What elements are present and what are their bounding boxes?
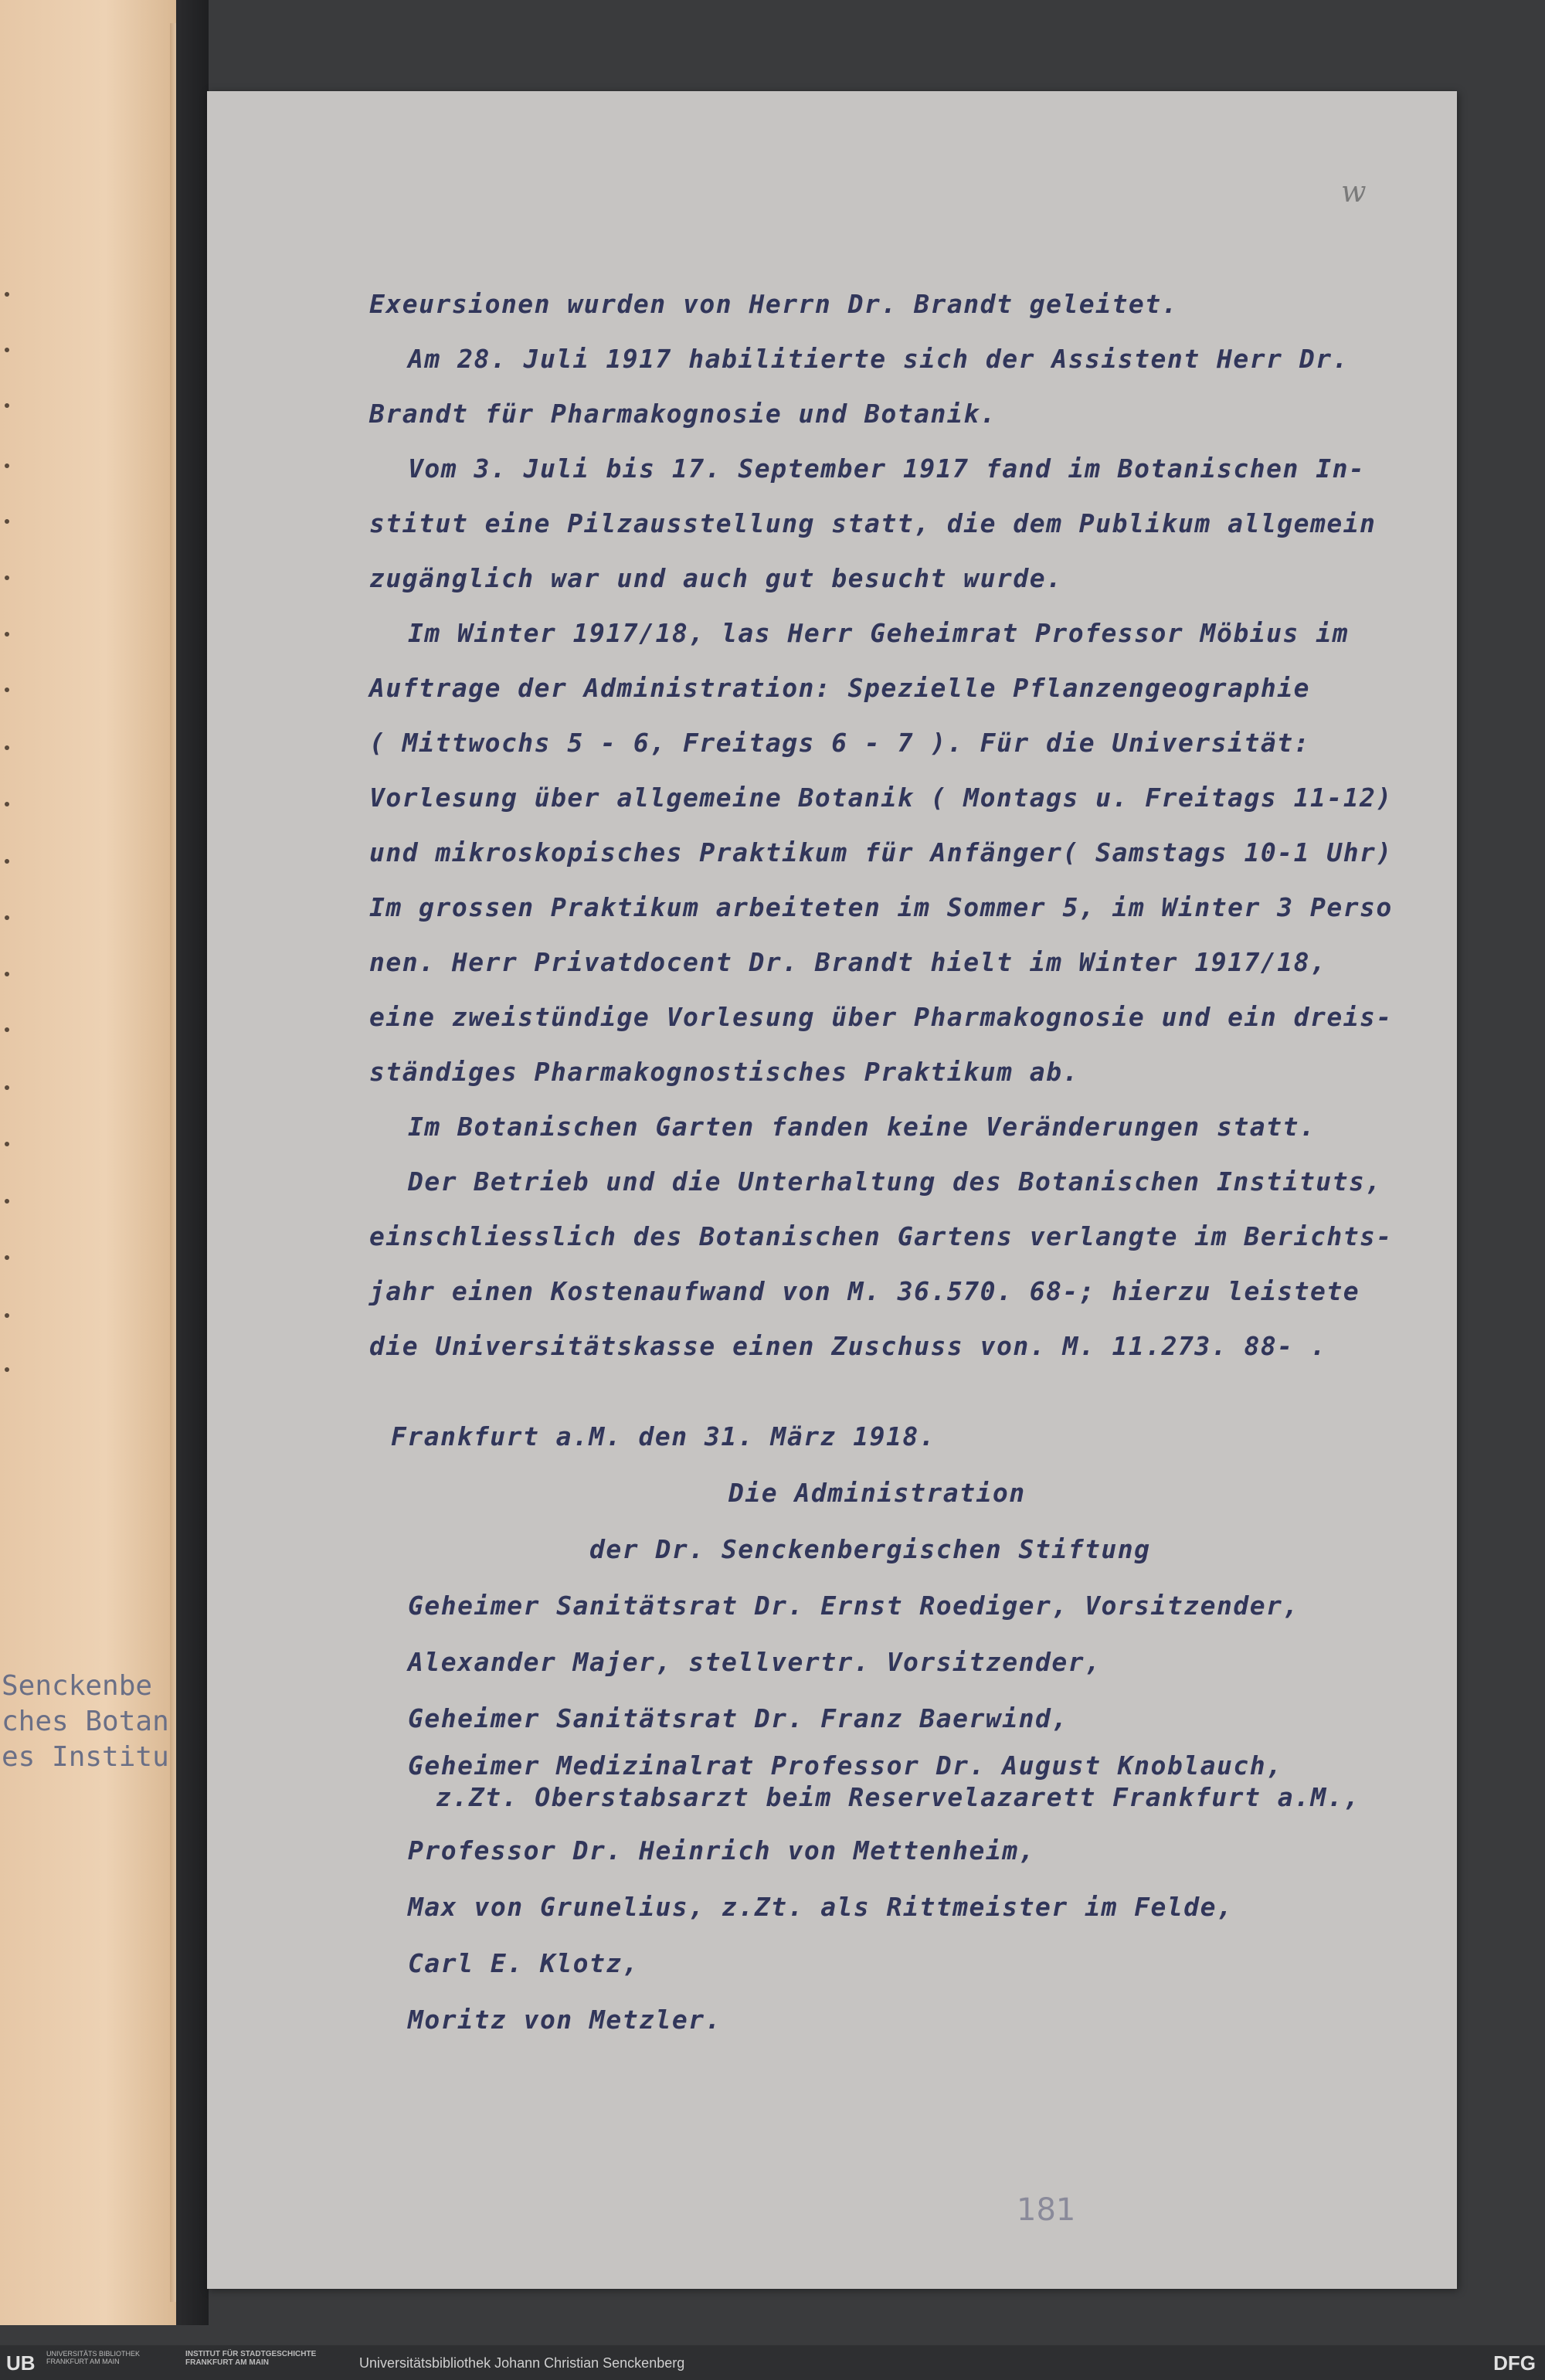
signatory: Professor Dr. Heinrich von Mettenheim, [408,1835,1035,1866]
text-line: Der Betrieb und die Unterhaltung des Botanischen Instituts, [408,1166,1382,1197]
document-page [207,91,1457,2289]
signatory-detail: z.Zt. Oberstabsarzt beim Reservelazarett Frankfurt a.M., [436,1782,1360,1812]
text-line: ständiges Pharmakognostisches Praktikum ab. [369,1057,1079,1087]
text-line: eine zweistündige Vorlesung über Pharmakognosie und ein dreis- [369,1002,1393,1032]
text-line: ( Mittwochs 5 - 6, Freitags 6 - 7 ). Für die Universität: [369,728,1310,758]
spine-shadow [176,0,209,2325]
text-line: und mikroskopisches Praktikum für Anfänger( Samstags 10-1 Uhr) [369,837,1393,867]
text-line: nen. Herr Privatdocent Dr. Brandt hielt im Winter 1917/18, [369,947,1327,977]
text-line: stitut eine Pilzausstellung statt, die dem Publikum allgemein [369,508,1377,538]
footer-bar [0,2345,1545,2380]
previous-page [0,0,176,2325]
date-line: Frankfurt a.M. den 31. März 1918. [391,1421,936,1451]
text-line: Im Botanischen Garten fanden keine Veränderungen statt. [408,1112,1316,1142]
page-number-bottom: 181 [1017,2192,1076,2228]
text-line: zugänglich war und auch gut besucht wurde. [369,563,1063,593]
signatory: Geheimer Sanitätsrat Dr. Ernst Roediger, Vorsitzender, [408,1591,1299,1621]
text-line: Auftrage der Administration: Spezielle Pflanzengeographie [369,673,1310,703]
text-line: Vorlesung über allgemeine Botanik ( Montags u. Freitags 11-12) [369,783,1393,813]
signatory: Max von Grunelius, z.Zt. als Rittmeister im Felde, [408,1892,1234,1922]
text-line: Am 28. Juli 1917 habilitierte sich der Assistent Herr Dr. [408,344,1349,374]
signatory: Alexander Majer, stellvertr. Vorsitzender, [408,1647,1102,1677]
text-line: einschliesslich des Botanischen Gartens verlangte im Berichts- [369,1221,1393,1251]
text-line: jahr einen Kostenaufwand von M. 36.570. 68-; hierzu leistete [369,1276,1360,1306]
signatory: Geheimer Medizinalrat Professor Dr. August Knoblauch, [408,1750,1283,1781]
text-line: Vom 3. Juli bis 17. September 1917 fand im Botanischen In- [408,453,1366,484]
signatory: Geheimer Sanitätsrat Dr. Franz Baerwind, [408,1703,1068,1733]
page-number-top: w [1341,175,1367,209]
text-line: Brandt für Pharmakognosie und Botanik. [369,399,997,429]
ub-logo: UB [6,2351,36,2375]
institute-logo: INSTITUT FÜR STADTGESCHICHTE FRANKFURT AM MAIN [185,2350,317,2367]
text-line: Im Winter 1917/18, las Herr Geheimrat Professor Möbius im [408,618,1349,648]
library-name: Universitätsbibliothek Johann Christian Senckenberg [359,2355,685,2371]
signature-heading: Die Administration [728,1478,1026,1508]
dfg-logo: DFG [1493,2351,1536,2375]
text-line: Exeursionen wurden von Herrn Dr. Brandt geleitet. [369,289,1179,319]
signatory: Moritz von Metzler. [408,2005,722,2035]
signature-heading: der Dr. Senckenbergischen Stiftung [589,1534,1151,1564]
text-line: die Universitätskasse einen Zuschuss von. M. 11.273. 88- . [369,1331,1327,1361]
report-text [369,277,1451,1373]
ub-subtitle: UNIVERSITÄTS BIBLIOTHEK FRANKFURT AM MAIN [46,2350,141,2365]
previous-page-stamp: Senckenbe ches Botan es Institu [2,1670,169,1773]
signatory: Carl E. Klotz, [408,1948,640,1978]
signature-block [369,1408,1451,2048]
text-line: Im grossen Praktikum arbeiteten im Sommer 5, im Winter 3 Perso [369,892,1393,922]
